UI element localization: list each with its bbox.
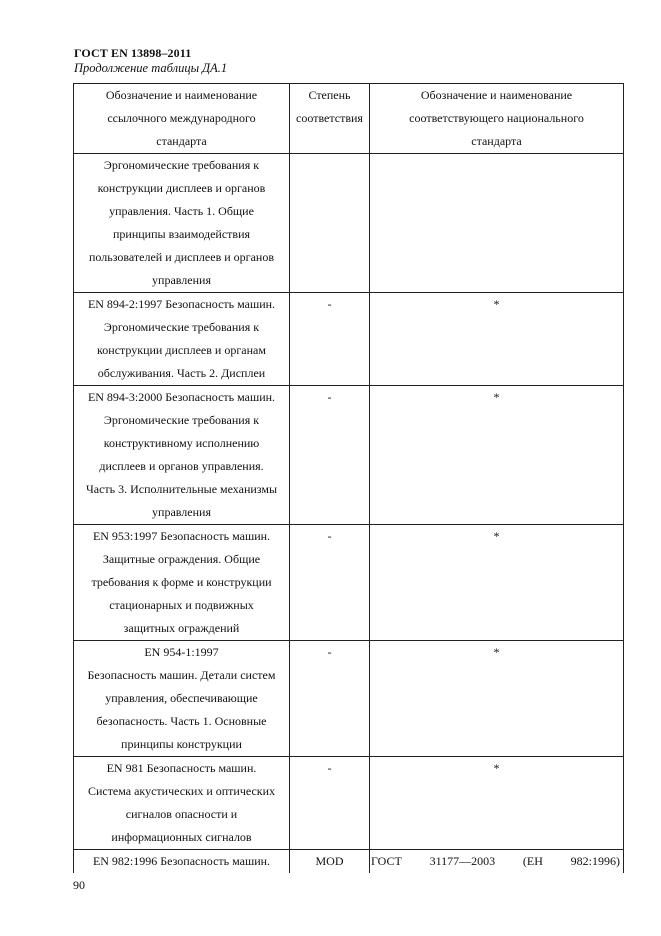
cell-line: управления [152, 273, 211, 287]
international-standard-cell [74, 641, 290, 757]
national-standard-cell: * [370, 386, 624, 525]
cell-line: защитных ограждений [123, 621, 240, 635]
document-code: ГОСТ EN 13898–2011 [74, 46, 192, 60]
cell-line: конструкции дисплеев и органам [97, 343, 266, 357]
national-standard-cell [370, 154, 624, 293]
cell-line: принципы взаимодействия [112, 227, 251, 241]
cell-line: Эргономические требования к [103, 320, 260, 334]
international-standard-cell [74, 757, 290, 850]
conformity-cell: - [290, 386, 370, 525]
header-line: ссылочного международного [107, 111, 256, 125]
cell-line: принципы конструкции [121, 737, 242, 751]
national-standard-cell: * [370, 525, 624, 641]
cell-line: EN 982:1996 Безопасность машин. [92, 854, 271, 868]
cell-line: стационарных и подвижных [109, 598, 254, 612]
cell-line: информационных сигналов [111, 830, 252, 844]
table-row [74, 757, 624, 850]
cell-line: требования к форме и конструкции [91, 575, 272, 589]
cell-line: Безопасность машин. Детали систем [87, 668, 276, 682]
table-header-row [74, 84, 624, 154]
cell-word: 31177—2003 [429, 854, 496, 868]
header-line: Обозначение и наименование [420, 88, 573, 102]
conformity-cell [290, 154, 370, 293]
conformity-cell: - [290, 757, 370, 850]
international-standard-cell [74, 386, 290, 525]
header-conformity-degree [290, 84, 370, 154]
table-continuation-caption: Продолжение таблицы ДА.1 [74, 61, 228, 75]
standards-table [73, 83, 624, 873]
header-line: Степень [308, 88, 351, 102]
conformity-cell: - [290, 641, 370, 757]
header-line: соответствия [296, 111, 363, 125]
cell-line: управления. Часть 1. Общие [109, 204, 254, 218]
table-row [74, 293, 624, 386]
header-line: Обозначение и наименование [105, 88, 258, 102]
national-standard-cell: * [370, 293, 624, 386]
cell-line: Система акустических и оптических [87, 784, 276, 798]
cell-word: (ЕН [522, 854, 543, 868]
national-standard-cell [370, 850, 624, 874]
page-number: 90 [73, 878, 85, 892]
cell-line: Защитные ограждения. Общие [102, 552, 261, 566]
international-standard-cell [74, 850, 290, 874]
cell-line: управления [152, 505, 211, 519]
conformity-cell: - [290, 293, 370, 386]
international-standard-cell [74, 525, 290, 641]
cell-line: конструкции дисплеев и органов [97, 181, 266, 195]
cell-line: EN 894-2:1997 Безопасность машин. [87, 297, 276, 311]
cell-line: безопасность. Часть 1. Основные [96, 714, 267, 728]
cell-line: дисплеев и органов управления. [99, 459, 264, 473]
header-national-standard [370, 84, 624, 154]
header-line: стандарта [156, 134, 207, 148]
international-standard-cell [74, 293, 290, 386]
cell-line: Эргономические требования к [103, 158, 260, 172]
header-line: соответствующего национального [409, 111, 584, 125]
header-international-standard [74, 84, 290, 154]
table-row [74, 850, 624, 874]
header-line: стандарта [471, 134, 522, 148]
cell-line: сигналов опасности и [125, 807, 238, 821]
table-row [74, 154, 624, 293]
national-standard-justified-line [371, 850, 622, 873]
cell-line: Часть 3. Исполнительные механизмы [85, 482, 278, 496]
table-row [74, 386, 624, 525]
cell-line: EN 894-3:2000 Безопасность машин. [87, 390, 276, 404]
international-standard-cell [74, 154, 290, 293]
table-row [74, 641, 624, 757]
cell-line: пользователей и дисплеев и органов [89, 250, 274, 264]
table-row [74, 525, 624, 641]
cell-line: EN 954-1:1997 [144, 645, 219, 659]
cell-line: EN 981 Безопасность машин. [106, 761, 257, 775]
national-standard-cell: * [370, 641, 624, 757]
conformity-cell: MOD [290, 850, 370, 874]
national-standard-cell: * [370, 757, 624, 850]
cell-line: управления, обеспечивающие [105, 691, 258, 705]
conformity-cell: - [290, 525, 370, 641]
cell-word: ГОСТ [371, 854, 402, 868]
cell-line: EN 953:1997 Безопасность машин. [92, 529, 271, 543]
cell-word: 982:1996) [570, 854, 620, 868]
cell-line: обслуживания. Часть 2. Дисплеи [97, 366, 266, 380]
cell-line: Эргономические требования к [103, 413, 260, 427]
cell-line: конструктивному исполнению [103, 436, 260, 450]
